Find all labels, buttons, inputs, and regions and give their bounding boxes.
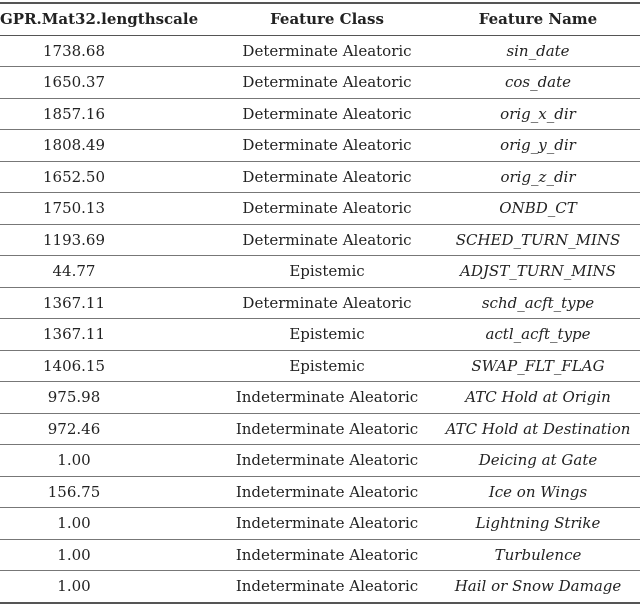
lengthscale-cell: 156.75 — [0, 476, 218, 508]
lengthscale-cell: 1406.15 — [0, 350, 218, 382]
feature-class-cell: Determinate Aleatoric — [218, 67, 436, 99]
lengthscale-cell: 1750.13 — [0, 193, 218, 225]
lengthscale-cell: 1738.68 — [0, 35, 218, 67]
table-row — [0, 224, 640, 256]
feature-class-cell: Indeterminate Aleatoric — [218, 445, 436, 477]
feature-class-cell: Determinate Aleatoric — [218, 35, 436, 67]
feature-class-cell: Determinate Aleatoric — [218, 130, 436, 162]
feature-name-cell: Deicing at Gate — [436, 445, 640, 477]
table-row — [0, 193, 640, 225]
feature-name-cell: ATC Hold at Origin — [436, 382, 640, 414]
feature-class-cell: Indeterminate Aleatoric — [218, 571, 436, 603]
feature-class-cell: Indeterminate Aleatoric — [218, 508, 436, 540]
table-row — [0, 98, 640, 130]
feature-name-cell: Ice on Wings — [436, 476, 640, 508]
feature-name-cell: Hail or Snow Damage — [436, 571, 640, 603]
lengthscale-cell: 1193.69 — [0, 224, 218, 256]
feature-class-cell: Epistemic — [218, 319, 436, 351]
feature-class-cell: Determinate Aleatoric — [218, 161, 436, 193]
feature-name-cell: orig_x_dir — [436, 98, 640, 130]
feature-name-cell: schd_acft_type — [436, 287, 640, 319]
feature-name-cell: SWAP_FLT_FLAG — [436, 350, 640, 382]
lengthscale-cell: 1.00 — [0, 571, 218, 603]
lengthscale-cell: 1.00 — [0, 539, 218, 571]
feature-name-cell: ATC Hold at Destination — [436, 413, 640, 445]
lengthscale-table — [0, 2, 640, 604]
table-row — [0, 350, 640, 382]
lengthscale-cell: 1808.49 — [0, 130, 218, 162]
feature-class-cell: Determinate Aleatoric — [218, 193, 436, 225]
lengthscale-cell: 1652.50 — [0, 161, 218, 193]
table-row — [0, 508, 640, 540]
table-row — [0, 445, 640, 477]
header-feature-class: Feature Class — [218, 3, 436, 35]
feature-class-cell: Epistemic — [218, 350, 436, 382]
table-row — [0, 67, 640, 99]
table-row — [0, 35, 640, 67]
lengthscale-cell: 1367.11 — [0, 287, 218, 319]
feature-class-cell: Determinate Aleatoric — [218, 287, 436, 319]
table-row — [0, 571, 640, 603]
feature-name-cell: sin_date — [436, 35, 640, 67]
lengthscale-cell: 972.46 — [0, 413, 218, 445]
feature-class-cell: Indeterminate Aleatoric — [218, 382, 436, 414]
table-row — [0, 161, 640, 193]
feature-class-cell: Determinate Aleatoric — [218, 98, 436, 130]
feature-name-cell: SCHED_TURN_MINS — [436, 224, 640, 256]
table-row — [0, 287, 640, 319]
lengthscale-cell: 1367.11 — [0, 319, 218, 351]
table-row — [0, 256, 640, 288]
feature-name-cell: ONBD_CT — [436, 193, 640, 225]
feature-name-cell: orig_y_dir — [436, 130, 640, 162]
lengthscale-cell: 44.77 — [0, 256, 218, 288]
feature-name-cell: actl_acft_type — [436, 319, 640, 351]
feature-class-cell: Indeterminate Aleatoric — [218, 539, 436, 571]
lengthscale-cell: 1.00 — [0, 445, 218, 477]
feature-name-cell: Turbulence — [436, 539, 640, 571]
header-row — [0, 3, 640, 35]
feature-name-cell: ADJST_TURN_MINS — [436, 256, 640, 288]
lengthscale-cell: 975.98 — [0, 382, 218, 414]
table-row — [0, 382, 640, 414]
lengthscale-cell: 1857.16 — [0, 98, 218, 130]
lengthscale-cell: 1650.37 — [0, 67, 218, 99]
header-feature-name: Feature Name — [436, 3, 640, 35]
feature-class-cell: Determinate Aleatoric — [218, 224, 436, 256]
feature-class-cell: Epistemic — [218, 256, 436, 288]
header-lengthscale: GPR.Mat32.lengthscale — [0, 3, 218, 35]
feature-name-cell: orig_z_dir — [436, 161, 640, 193]
table-row — [0, 319, 640, 351]
feature-name-cell: cos_date — [436, 67, 640, 99]
table-row — [0, 476, 640, 508]
feature-class-cell: Indeterminate Aleatoric — [218, 413, 436, 445]
table-row — [0, 413, 640, 445]
table-row — [0, 539, 640, 571]
feature-class-cell: Indeterminate Aleatoric — [218, 476, 436, 508]
table-row — [0, 130, 640, 162]
lengthscale-cell: 1.00 — [0, 508, 218, 540]
feature-name-cell: Lightning Strike — [436, 508, 640, 540]
